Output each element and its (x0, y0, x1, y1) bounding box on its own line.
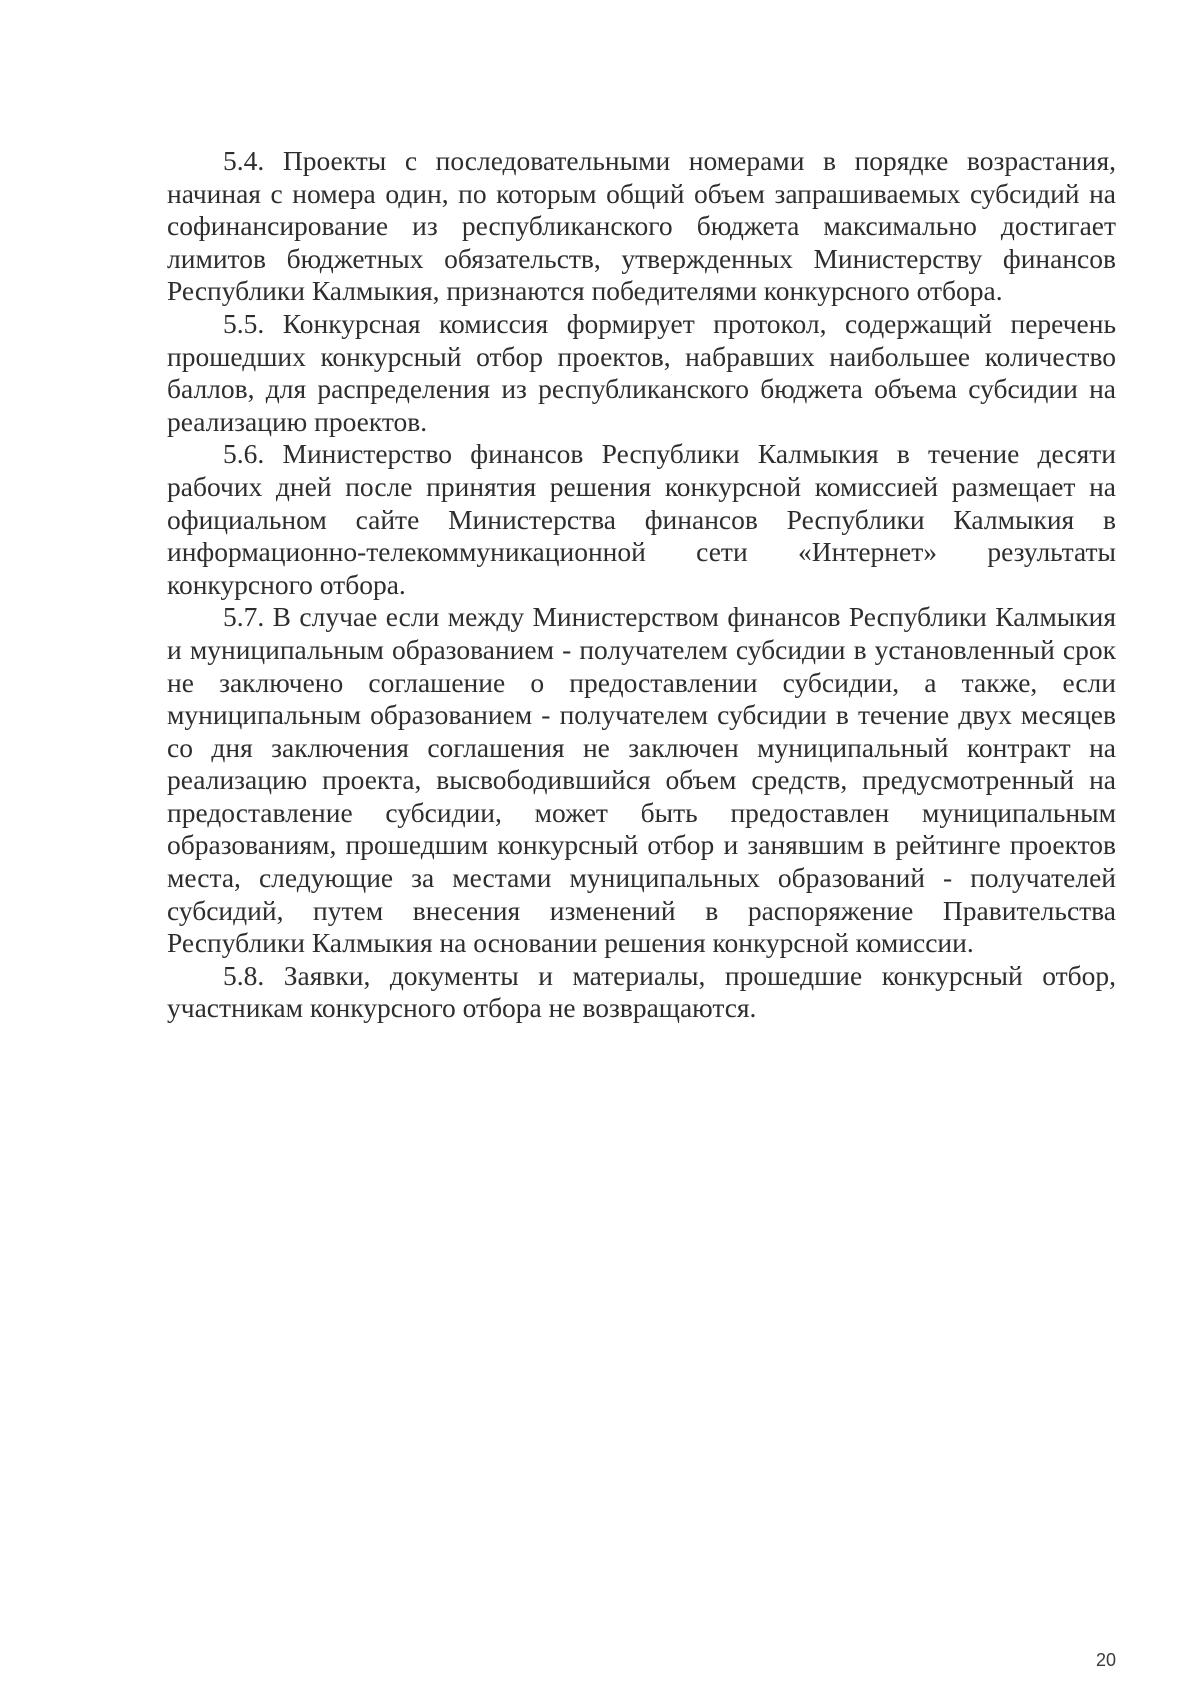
paragraph-5-5: 5.5. Конкурсная комиссия формирует протокол, содержащий перечень прошедших конкурсный отбор проектов, набравших наибольшее количество баллов, для распределения из республиканского бюджета объема субсидии на реализацию проектов. (167, 307, 1116, 437)
document-body (167, 145, 1116, 1025)
paragraph-5-8: 5.8. Заявки, документы и материалы, прошедшие конкурсный отбор, участникам конкурсного отбора не возвращаются. (167, 959, 1116, 1024)
paragraph-5-6: 5.6. Министерство финансов Республики Калмыкия в течение десяти рабочих дней после принятия решения конкурсной комиссией размещает на официальном сайте Министерства финансов Республики Калмыкия в информационно-телекоммуникационной сети «Интернет» результаты конкурсного отбора. (167, 438, 1116, 600)
paragraph-5-4: 5.4. Проекты с последовательными номерами в порядке возрастания, начиная с номера один, по которым общий объем запрашиваемых субсидий на софинансирование из республиканского бюджета максимально достигает лимитов бюджетных обязательств, утвержденных Министерству финансов Республики Калмыкия, признаются победителями конкурсного отбора. (167, 145, 1116, 307)
page-number: 20 (1095, 1650, 1116, 1670)
paragraph-5-7: 5.7. В случае если между Министерством финансов Республики Калмыкия и муниципальным образованием - получателем субсидии в установленный срок не заключено соглашение о предоставлении субсидии, а также, если муниципальным образованием - получателем субсидии в течение двух месяцев со дня заключения соглашения не заключен муниципальный контракт на реализацию проекта, высвободившийся объем средств, предусмотренный на предоставление субсидии, может быть предоставлен муниципальным образованиям, прошедшим конкурсный отбор и занявшим в рейтинге проектов места, следующие за местами муниципальных образований - получателей субсидий, путем внесения изменений в распоряжение Правительства Республики Калмыкия на основании решения конкурсной комиссии. (167, 601, 1116, 959)
